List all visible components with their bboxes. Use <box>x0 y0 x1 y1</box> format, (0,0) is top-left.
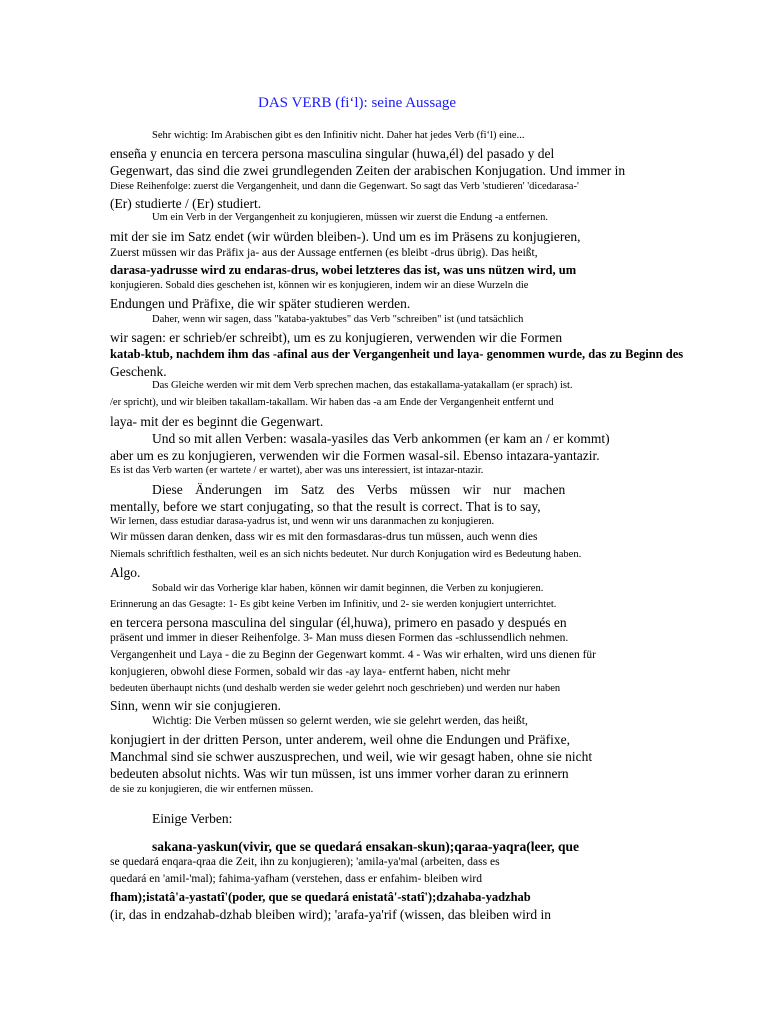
text-line: Einige Verben: <box>152 811 233 826</box>
page-title: DAS VERB (fi‘l): seine Aussage <box>258 95 457 111</box>
text-line: Zuerst müssen wir das Präfix ja- aus der Aussage entfernen (es bleibt -drus übrig). Das heißt, <box>110 247 538 259</box>
text-line: laya- mit der es beginnt die Gegenwart. <box>110 414 324 429</box>
text-line: Niemals schriftlich festhalten, weil es an sich nichts bedeutet. Nur durch Konjugation wird es Bedeutung haben. <box>110 549 582 560</box>
text-line: konjugieren. Sobald dies geschehen ist, können wir es konjugieren, indem wir an diese Wurzeln die <box>110 280 529 291</box>
text-line: bedeuten überhaupt nichts (und deshalb werden sie weder gelehrt noch geschrieben) und werden nur haben <box>110 683 561 694</box>
text-line: sakana-yaskun(vivir, que se quedará ensakan-skun);qaraa-yaqra(leer, que <box>152 839 579 854</box>
text-line: Sehr wichtig: Im Arabischen gibt es den Infinitiv nicht. Daher hat jedes Verb (fi‘l) eine... <box>152 130 525 141</box>
text-line: konjugiert in der dritten Person, unter anderem, weil ohne die Endungen und Präfixe, <box>110 732 571 747</box>
text-line: Diese Reihenfolge: zuerst die Vergangenheit, und dann die Gegenwart. So sagt das Verb 'studieren' 'dicedarasa-' <box>110 181 579 192</box>
text-line: Geschenk. <box>110 364 167 379</box>
text-line: präsent und immer in dieser Reihenfolge. 3- Man muss diesen Formen das -schlussendlich nehmen. <box>110 632 569 644</box>
text-line: quedará en 'amil-'mal); fahima-yafham (verstehen, dass er enfahim- bleiben wird <box>110 873 482 885</box>
text-line: wir sagen: er schrieb/er schreibt), um es zu konjugieren, verwenden wir die Formen <box>110 330 563 345</box>
text-line: mentally, before we start conjugating, so that the result is correct. That is to say, <box>110 499 541 514</box>
text-line: Es ist das Verb warten (er wartete / er wartet), aber was uns interessiert, ist intazar-ntazir. <box>110 465 484 476</box>
text-line: se quedará enqara-qraa die Zeit, ihn zu konjugieren); 'amila-ya'mal (arbeiten, dass es <box>110 856 500 868</box>
text-line: mit der sie im Satz endet (wir würden bleiben-). Und um es im Präsens zu konjugieren, <box>110 229 581 244</box>
text-line: darasa-yadrusse wird zu endaras-drus, wobei letzteres das ist, was uns nützen wird, um <box>110 263 577 277</box>
text-line: Erinnerung an das Gesagte: 1- Es gibt keine Verben im Infinitiv, und 2- sie werden konjugiert unterrichtet. <box>110 599 557 610</box>
text-line: aber um es zu konjugieren, verwenden wir die Formen wasal-sil. Ebenso intazara-yantazir. <box>110 448 600 463</box>
text-line: Daher, wenn wir sagen, dass "kataba-yaktubes" das Verb "schreiben" ist (und tatsächlich <box>152 314 524 325</box>
text-line: Wichtig: Die Verben müssen so gelernt werden, wie sie gelehrt werden, das heißt, <box>152 715 528 727</box>
text-line: konjugieren, obwohl diese Formen, sobald wir das -ay laya- entfernt haben, nicht mehr <box>110 666 511 678</box>
text-line: Um ein Verb in der Vergangenheit zu konjugieren, müssen wir zuerst die Endung -a entfernen. <box>152 212 548 223</box>
text-line: /er spricht), und wir bleiben takallam-takallam. Wir haben das -a am Ende der Vergangenheit entfernt und <box>110 397 554 408</box>
text-line: Algo. <box>110 565 141 580</box>
text-line: (Er) studierte / (Er) studiert. <box>110 196 262 211</box>
text-line: Das Gleiche werden wir mit dem Verb sprechen machen, das estakallama-yatakallam (er sprach) ist. <box>152 380 573 391</box>
text-line: Sinn, wenn wir sie conjugieren. <box>110 698 281 713</box>
text-line: de sie zu konjugieren, die wir entfernen müssen. <box>110 784 314 795</box>
text-line: fham);istatâ'a-yastatî'(poder, que se quedará enistatâ'-statî');dzahaba-yadzhab <box>110 890 531 904</box>
text-line: en tercera persona masculina del singular (él,huwa), primero en pasado y después en <box>110 615 567 630</box>
text-line: enseña y enuncia en tercera persona masculina singular (huwa,él) del pasado y del <box>110 146 555 161</box>
text-line: Manchmal sind sie schwer auszusprechen, und weil, wie wir gesagt haben, ohne sie nicht <box>110 749 593 764</box>
text-line: bedeuten absolut nichts. Was wir tun müssen, ist uns immer vorher daran zu erinnern <box>110 766 569 781</box>
text-line: Und so mit allen Verben: wasala-yasiles das Verb ankommen (er kam an / er kommt) <box>152 431 610 446</box>
text-line: (ir, das in endzahab-dzhab bleiben wird); 'arafa-ya'rif (wissen, das bleiben wird in <box>110 907 552 922</box>
text-line: Diese Änderungen im Satz des Verbs müssen wir nur machen <box>152 482 566 497</box>
text-line: Gegenwart, das sind die zwei grundlegenden Zeiten der arabischen Konjugation. Und immer in <box>110 163 626 178</box>
text-line: Sobald wir das Vorherige klar haben, können wir damit beginnen, die Verben zu konjugieren. <box>152 583 544 594</box>
text-line: Endungen und Präfixe, die wir später studieren werden. <box>110 296 411 311</box>
text-line: Vergangenheit und Laya - die zu Beginn der Gegenwart kommt. 4 - Was wir erhalten, wird uns dienen für <box>110 649 596 661</box>
text-line: Wir müssen daran denken, dass wir es mit den formasdaras-drus tun müssen, auch wenn dies <box>110 531 538 543</box>
text-line: Wir lernen, dass estudiar darasa-yadrus ist, und wenn wir uns daranmachen zu konjugieren. <box>110 516 495 527</box>
text-line: katab-ktub, nachdem ihm das -afinal aus der Vergangenheit und laya- genommen wurde, das zu Beginn des <box>110 347 684 361</box>
